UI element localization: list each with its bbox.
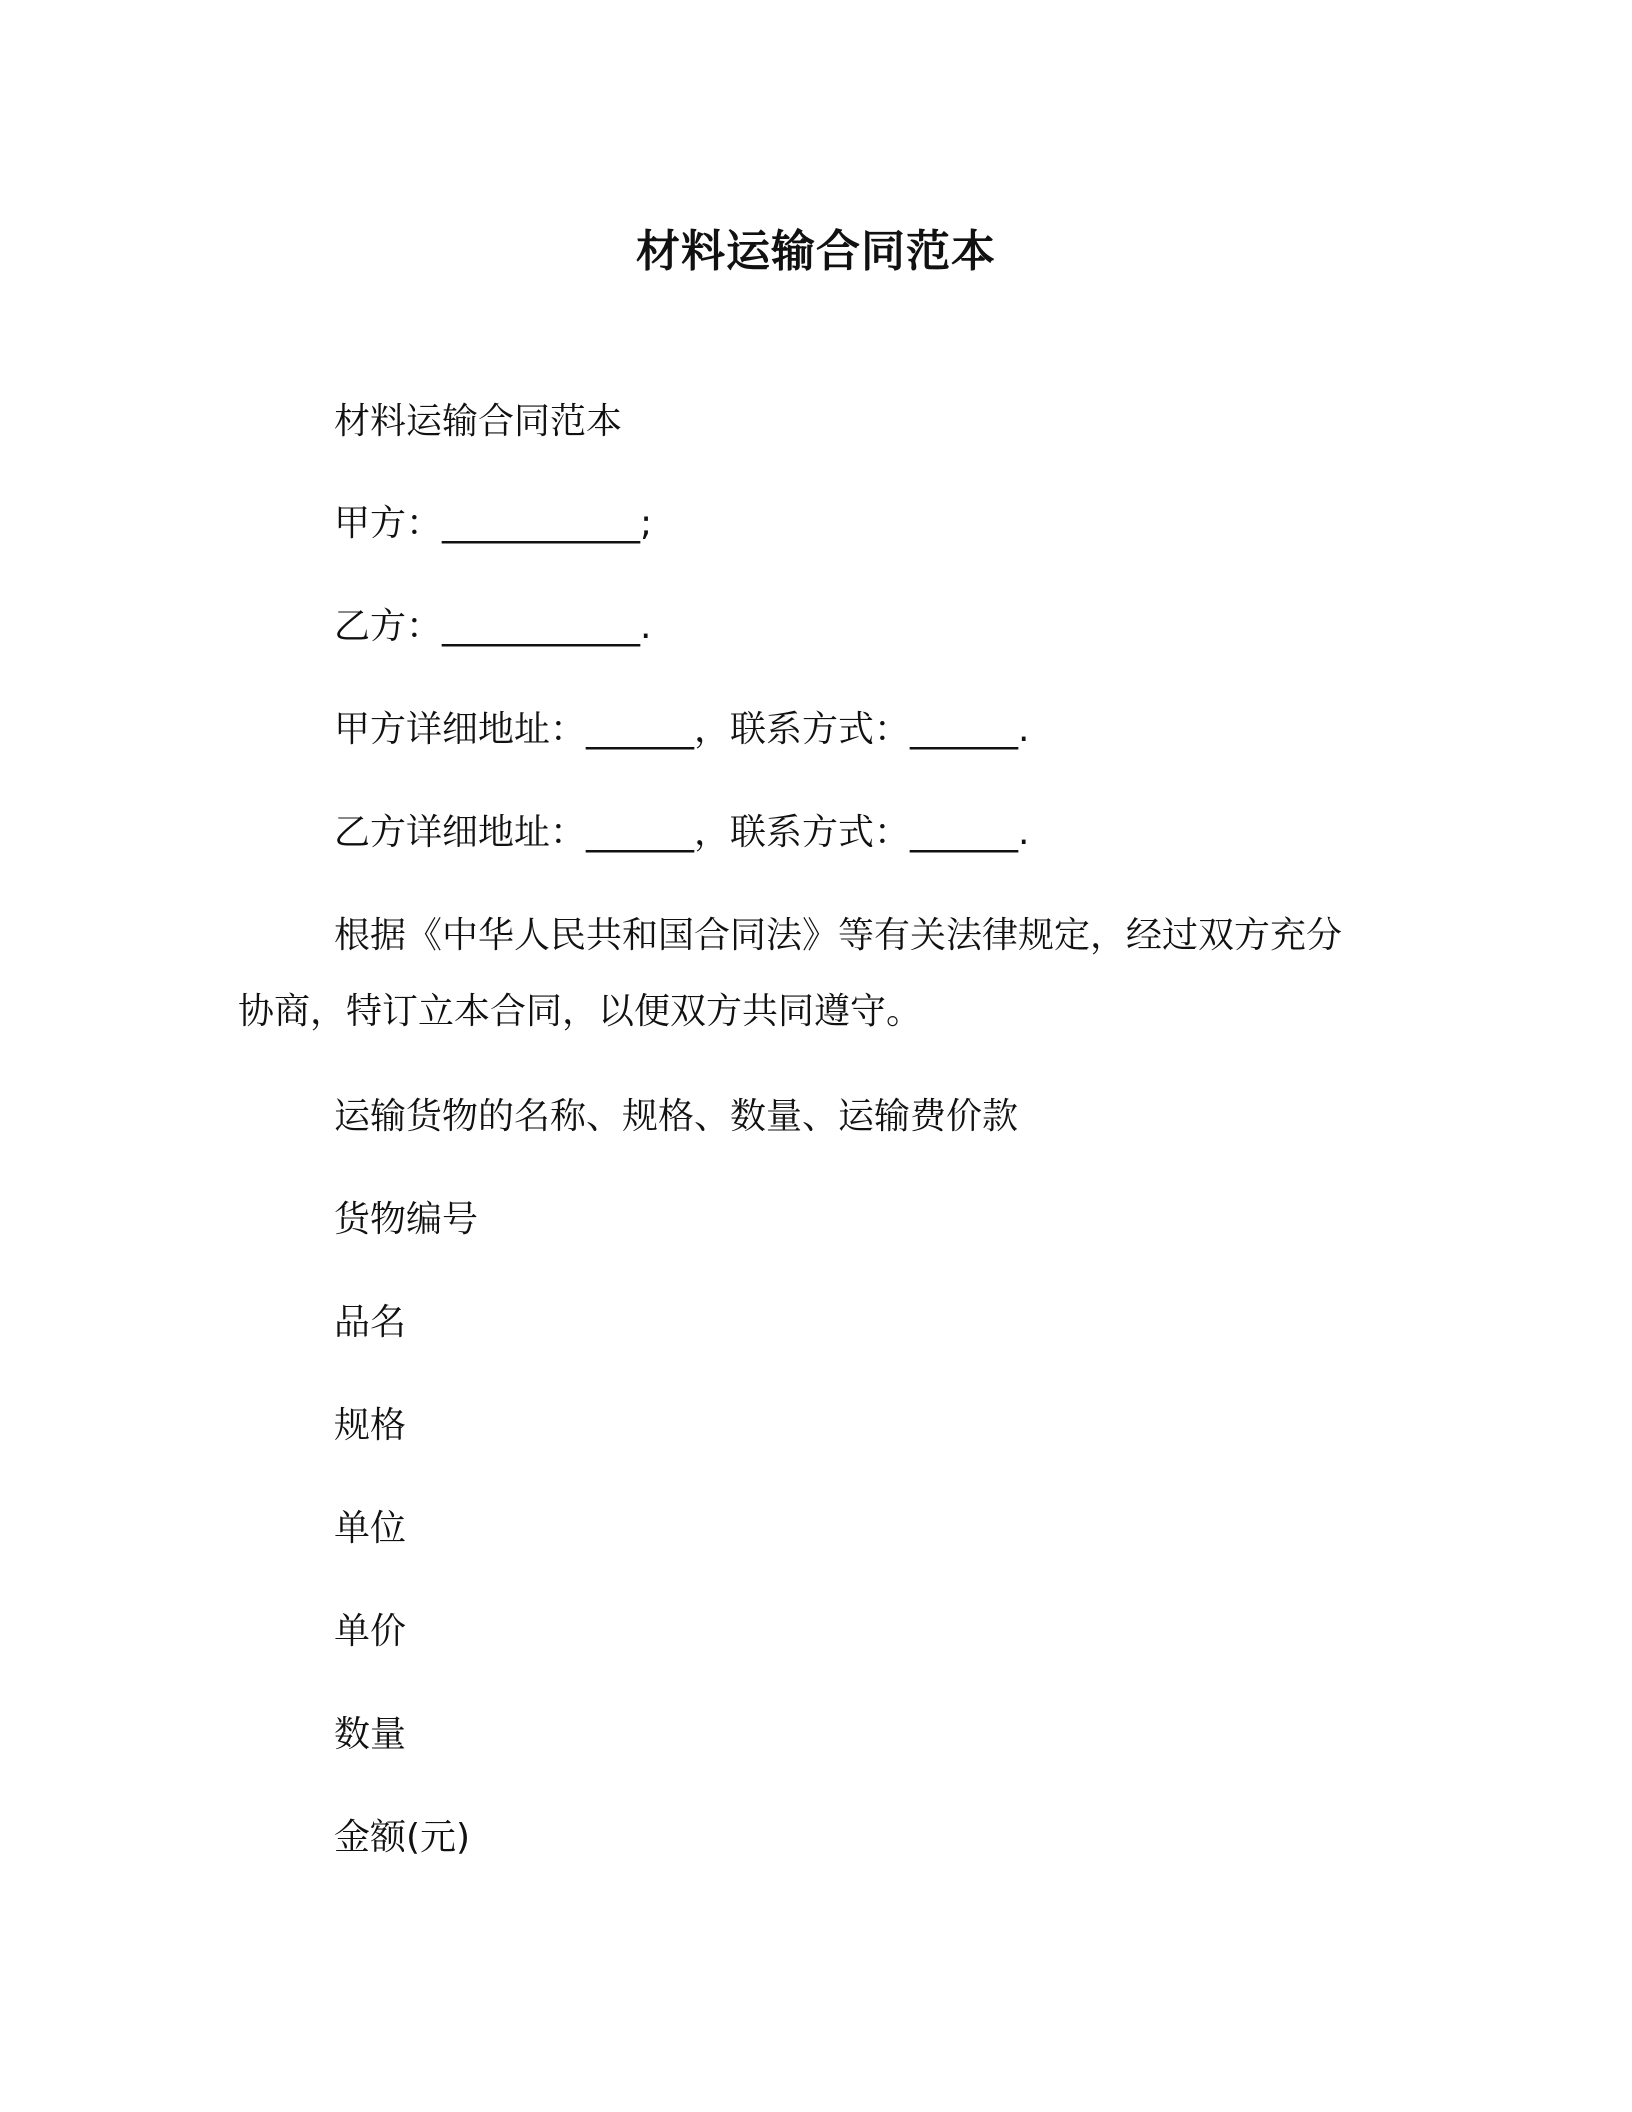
goods-field-item: 规格 xyxy=(334,1405,407,1446)
preamble-paragraph xyxy=(238,912,1398,1036)
party-a-address-line: 甲方详细地址：______，联系方式：______. xyxy=(334,709,1030,750)
contract-subtitle: 材料运输合同范本 xyxy=(334,401,623,442)
goods-field-item: 品名 xyxy=(334,1302,407,1343)
goods-field-item: 单位 xyxy=(334,1508,407,1549)
document-title: 材料运输合同范本 xyxy=(636,226,996,277)
preamble-line-1: 根据《中华人民共和国合同法》等有关法律规定，经过双方充分 xyxy=(334,915,1343,956)
goods-field-item: 金额(元) xyxy=(334,1817,471,1858)
party-a-line: 甲方：___________; xyxy=(334,503,653,544)
party-b-line: 乙方：___________. xyxy=(334,606,652,647)
goods-field-item: 单价 xyxy=(334,1611,407,1652)
goods-field-item: 数量 xyxy=(334,1714,407,1755)
party-b-address-line: 乙方详细地址：______，联系方式：______. xyxy=(334,812,1030,853)
goods-section-heading: 运输货物的名称、规格、数量、运输费价款 xyxy=(334,1096,1019,1137)
preamble-line-2: 协商，特订立本合同，以便双方共同遵守。 xyxy=(238,991,923,1032)
goods-field-item: 货物编号 xyxy=(334,1199,479,1240)
